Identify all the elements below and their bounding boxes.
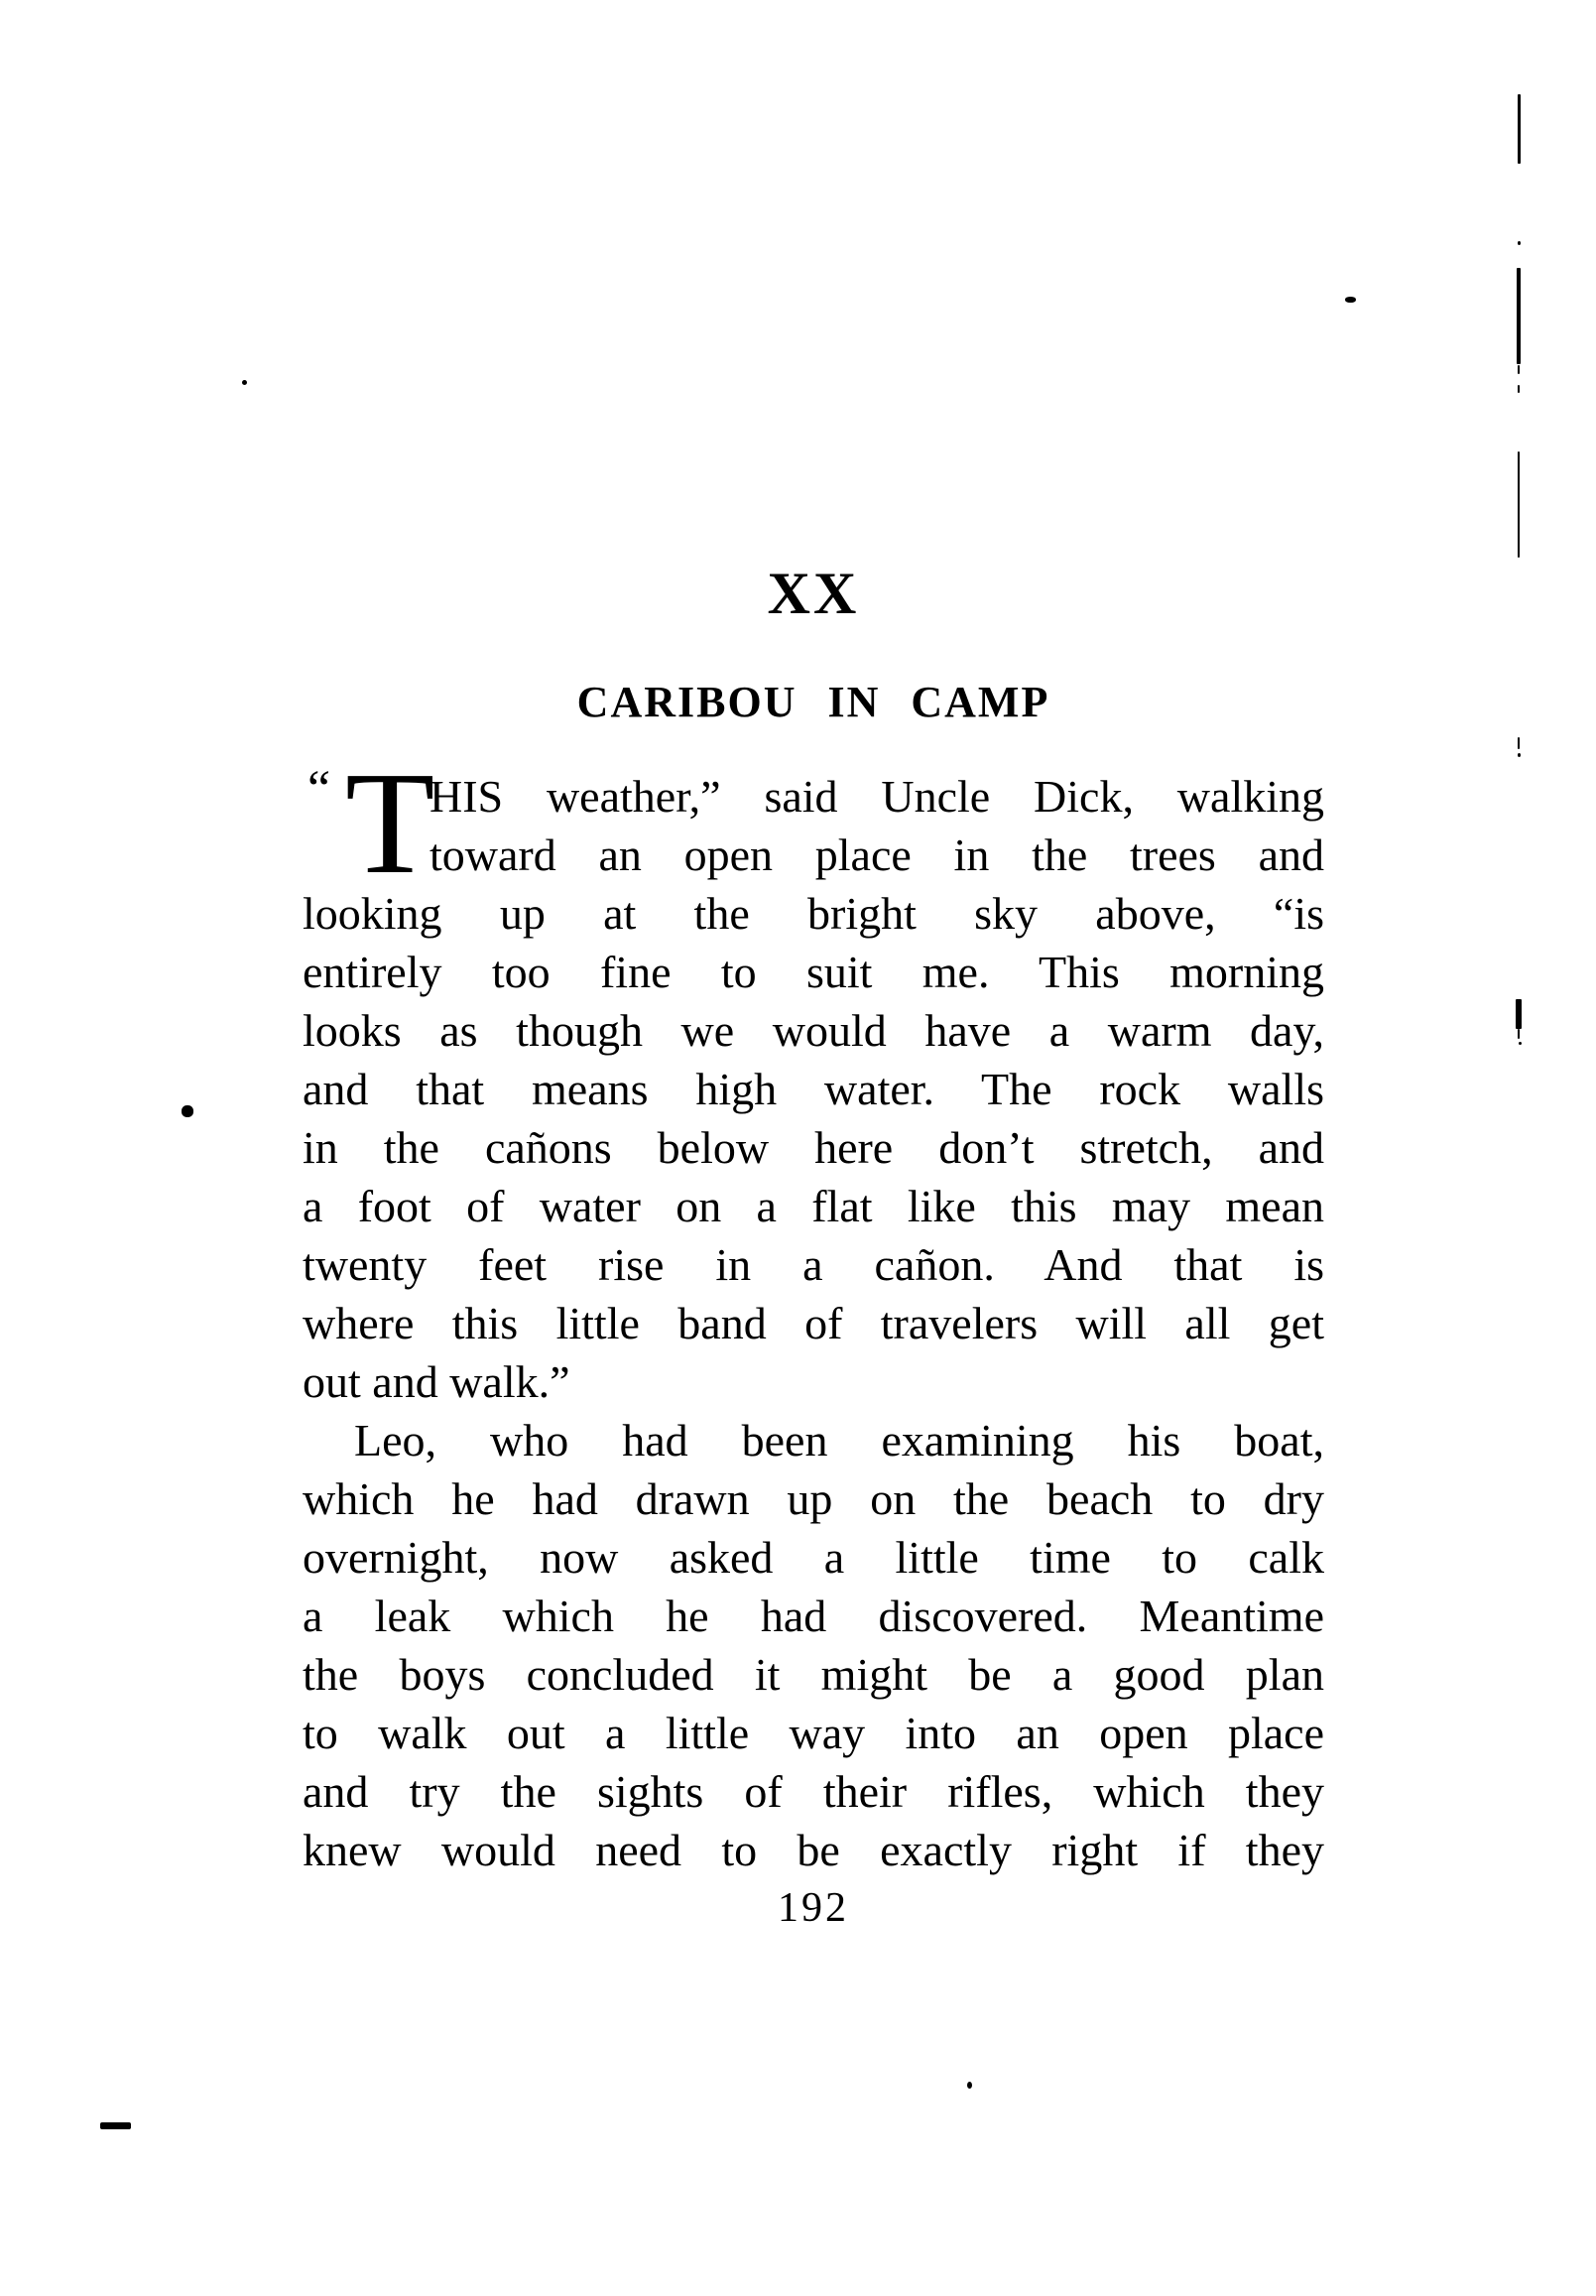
ink-speck — [242, 380, 247, 385]
right-margin-line-segment — [1517, 268, 1521, 364]
bottom-left-dash — [100, 2122, 131, 2129]
text-line: which he had drawn up on the beach to dry — [303, 1473, 1324, 1524]
text-line: knew would need to be exactly right if they — [303, 1825, 1324, 1875]
drop-cap-spacer — [303, 767, 430, 878]
text-line: toward an open place in the trees and — [430, 829, 1324, 880]
body-text — [303, 767, 1324, 1879]
ink-speck — [967, 2082, 972, 2089]
right-margin-tick — [1518, 737, 1520, 749]
right-margin-tick — [1518, 385, 1520, 393]
text-line: a foot of water on a flat like this may mean — [303, 1181, 1324, 1231]
text-line: and that means high water. The rock walls — [303, 1064, 1324, 1114]
drop-cap-open-quote: “ — [307, 761, 331, 818]
right-margin-dot — [1518, 241, 1521, 245]
drop-cap-letter: T — [345, 742, 435, 905]
text-line: looking up at the bright sky above, “is — [303, 888, 1324, 939]
text-line: and try the sights of their rifles, which they — [303, 1766, 1324, 1817]
text-line: out and walk.” — [303, 1356, 570, 1407]
text-line: a leak which he had discovered. Meantime — [303, 1591, 1324, 1641]
right-margin-line-segment — [1518, 451, 1520, 558]
text-line: overnight, now asked a little time to calk — [303, 1532, 1324, 1583]
page-number: 192 — [778, 1885, 849, 1931]
text-line: in the cañons below here don’t stretch, and — [303, 1122, 1324, 1173]
chapter-number: XX — [767, 561, 860, 626]
ink-speck — [182, 1105, 193, 1117]
ink-speck — [1345, 297, 1356, 303]
text-line: twenty feet rise in a cañon. And that is — [303, 1239, 1324, 1290]
right-margin-line-segment — [1518, 94, 1521, 164]
text-line: entirely too fine to suit me. This morning — [303, 947, 1324, 997]
right-margin-tick — [1518, 365, 1520, 374]
text-line: Leo, who had been examining his boat, — [354, 1415, 1324, 1466]
text-line: looks as though we would have a warm day, — [303, 1005, 1324, 1056]
chapter-title: CARIBOU IN CAMP — [576, 678, 1050, 726]
right-margin-dot — [1519, 1042, 1522, 1045]
text-line: where this little band of travelers will all get — [303, 1298, 1324, 1348]
right-margin-tick — [1518, 1029, 1520, 1039]
text-line: HIS weather,” said Uncle Dick, walking — [430, 771, 1324, 822]
text-line: to walk out a little way into an open place — [303, 1708, 1324, 1758]
text-line: the boys concluded it might be a good plan — [303, 1649, 1324, 1700]
right-margin-thick-mark — [1516, 999, 1522, 1029]
right-margin-dot — [1518, 753, 1521, 757]
